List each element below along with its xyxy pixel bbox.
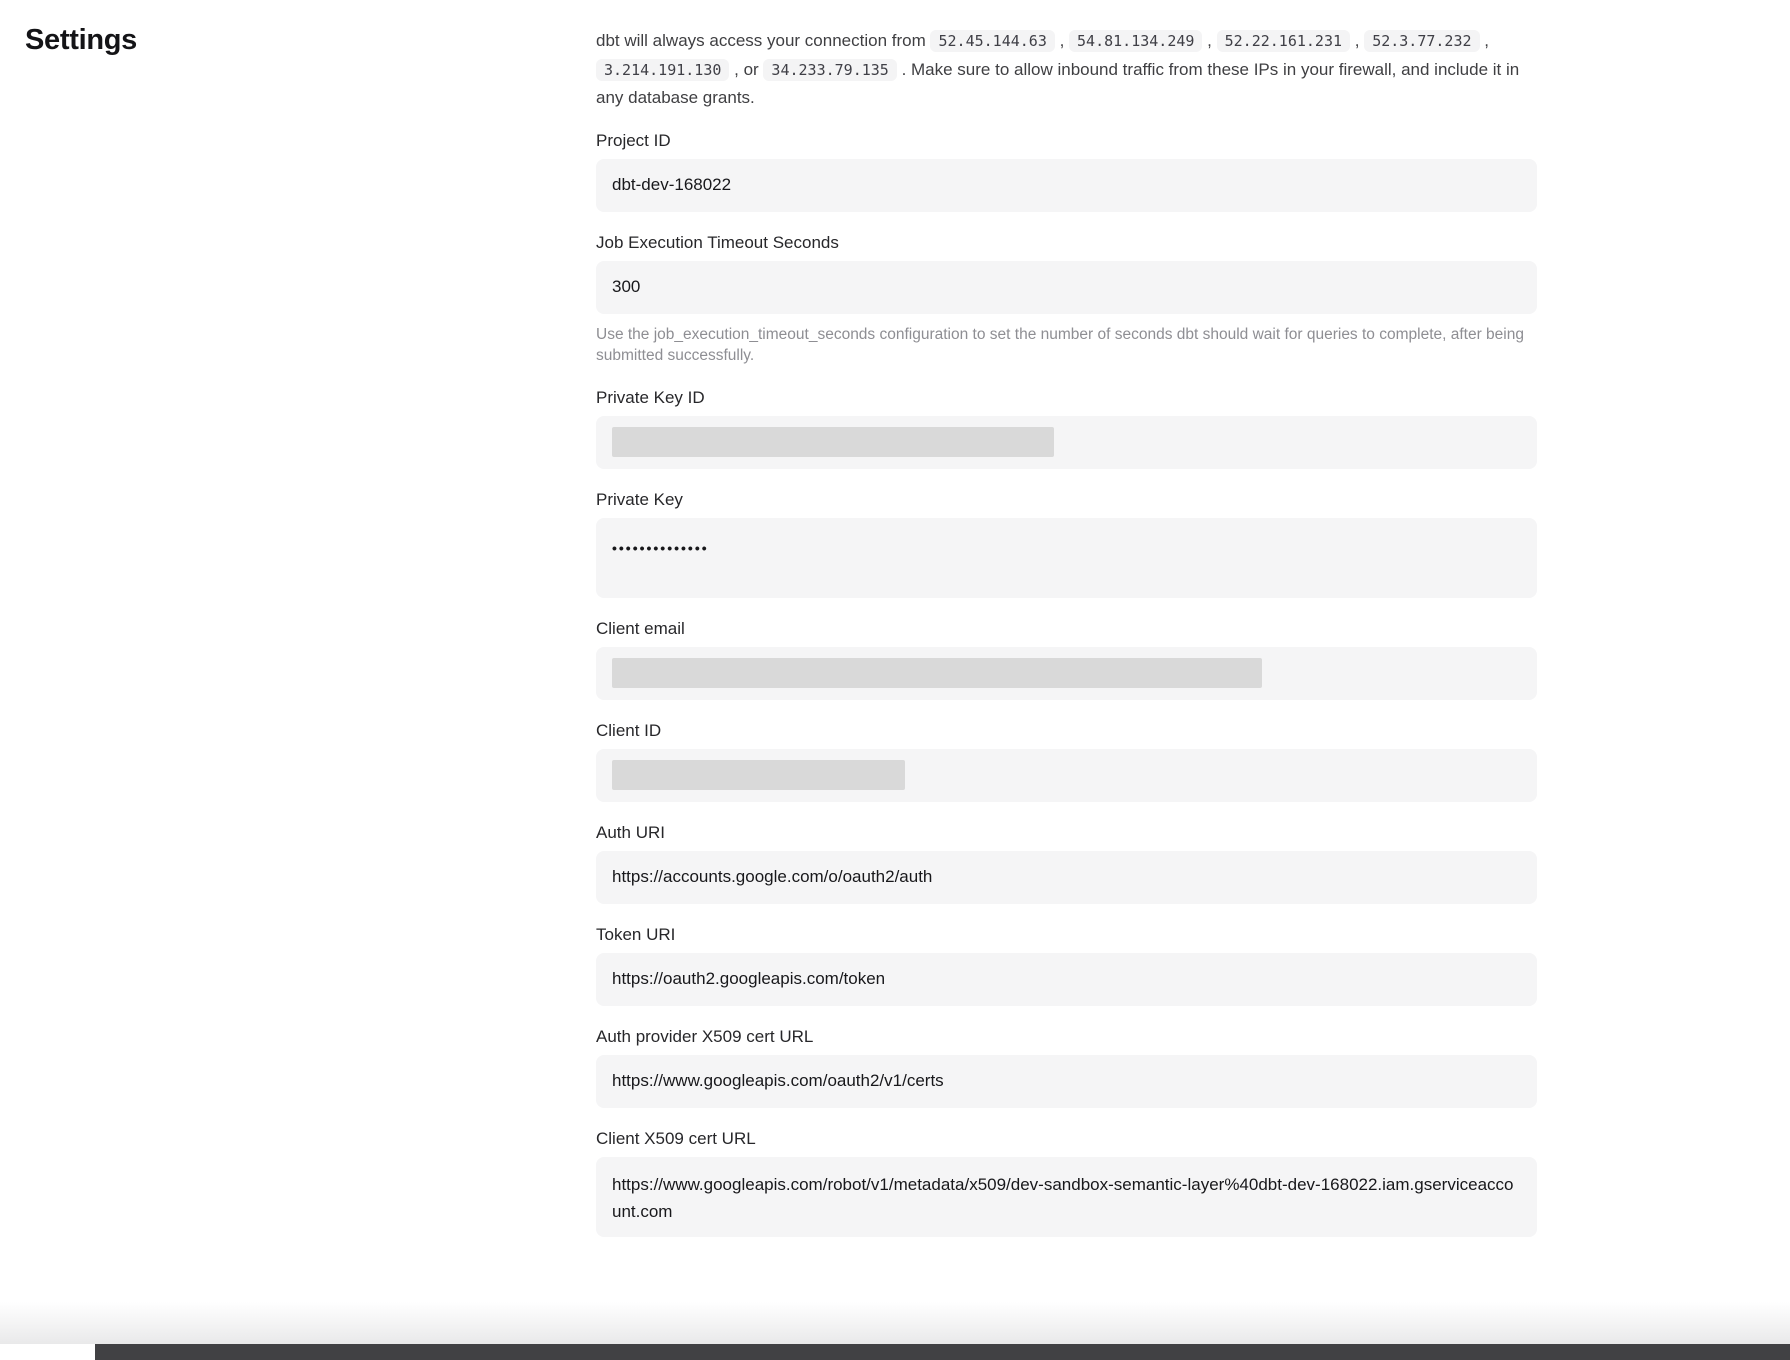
private-key-masked-value: •••••••••••••• bbox=[612, 539, 709, 556]
client-email-label: Client email bbox=[596, 618, 685, 638]
job-execution-timeout-seconds-label: Job Execution Timeout Seconds bbox=[596, 232, 839, 252]
auth-provider-x509-cert-url-label: Auth provider X509 cert URL bbox=[596, 1026, 814, 1046]
job-execution-timeout-seconds-help-text: Use the job_execution_timeout_seconds configuration to set the number of seconds dbt should wait for queries to complete, after being submitted successfully. bbox=[596, 325, 1524, 364]
ip-address-chip: 54.81.134.249 bbox=[1069, 30, 1202, 52]
job-execution-timeout-seconds-field-group bbox=[596, 233, 1537, 367]
bottom-fade bbox=[0, 1302, 1790, 1344]
ip-address-chip: 52.22.161.231 bbox=[1217, 30, 1350, 52]
auth-uri-value: https://accounts.google.com/o/oauth2/auth bbox=[612, 867, 933, 886]
client-email-field-group bbox=[596, 619, 1537, 700]
token-uri-label: Token URI bbox=[596, 924, 676, 944]
client-x509-cert-url-label: Client X509 cert URL bbox=[596, 1128, 756, 1148]
client-email-input[interactable] bbox=[596, 647, 1537, 700]
ip-address-chip: 52.3.77.232 bbox=[1364, 30, 1479, 52]
page-title: Settings bbox=[25, 24, 137, 56]
intro-suffix: . Make sure to allow inbound traffic from these IPs in your firewall, and include it in any database grants. bbox=[596, 59, 1520, 107]
auth-uri-label: Auth URI bbox=[596, 822, 665, 842]
job-execution-timeout-seconds-input[interactable] bbox=[596, 261, 1537, 314]
project-id-value: dbt-dev-168022 bbox=[612, 175, 732, 194]
client-x509-cert-url-field-group bbox=[596, 1129, 1537, 1237]
bottom-bar bbox=[95, 1344, 1790, 1360]
ip-address-chip: 52.45.144.63 bbox=[930, 30, 1054, 52]
client-x509-cert-url-input[interactable] bbox=[596, 1157, 1537, 1237]
private-key-id-label: Private Key ID bbox=[596, 387, 705, 407]
project-id-field-group bbox=[596, 131, 1537, 212]
auth-provider-x509-cert-url-value: https://www.googleapis.com/oauth2/v1/certs bbox=[612, 1071, 944, 1090]
auth-provider-x509-cert-url-field-group bbox=[596, 1027, 1537, 1108]
private-key-label: Private Key bbox=[596, 489, 683, 509]
private-key-id-field-group bbox=[596, 388, 1537, 469]
auth-uri-field-group bbox=[596, 823, 1537, 904]
form-fields bbox=[596, 131, 1537, 1237]
client-id-input[interactable] bbox=[596, 749, 1537, 802]
auth-provider-x509-cert-url-input[interactable] bbox=[596, 1055, 1537, 1108]
client-x509-cert-url-value: https://www.googleapis.com/robot/v1/metadata/x509/dev-sandbox-semantic-layer%40dbt-dev-168022.iam.gserviceaccount.com bbox=[612, 1174, 1514, 1221]
private-key-input[interactable] bbox=[596, 518, 1537, 598]
private-key-id-redacted-value bbox=[612, 427, 1054, 457]
project-id-label: Project ID bbox=[596, 130, 671, 150]
auth-uri-input[interactable] bbox=[596, 851, 1537, 904]
token-uri-input[interactable] bbox=[596, 953, 1537, 1006]
client-id-label: Client ID bbox=[596, 720, 662, 740]
token-uri-value: https://oauth2.googleapis.com/token bbox=[612, 969, 886, 988]
private-key-id-input[interactable] bbox=[596, 416, 1537, 469]
private-key-field-group bbox=[596, 490, 1537, 598]
connection-settings-form bbox=[596, 27, 1537, 1258]
project-id-input[interactable] bbox=[596, 159, 1537, 212]
intro-prefix: dbt will always access your connection from bbox=[596, 31, 926, 50]
ip-allowlist-note: dbt will always access your connection from 52.45.144.63 , 54.81.134.249 , 52.22.161.231 , 52.3.77.232 , 3.214.191.130 , or 34.233.79.135 . Make sure to allow inbound traffic from these IPs in your firewall, and include it in any database grants. bbox=[596, 31, 1520, 107]
token-uri-field-group bbox=[596, 925, 1537, 1006]
client-id-field-group bbox=[596, 721, 1537, 802]
client-id-redacted-value bbox=[612, 760, 905, 790]
job-execution-timeout-seconds-value: 300 bbox=[612, 277, 641, 296]
client-email-redacted-value bbox=[612, 658, 1262, 688]
ip-address-chip: 3.214.191.130 bbox=[596, 59, 729, 81]
ip-address-chip: 34.233.79.135 bbox=[763, 59, 896, 81]
